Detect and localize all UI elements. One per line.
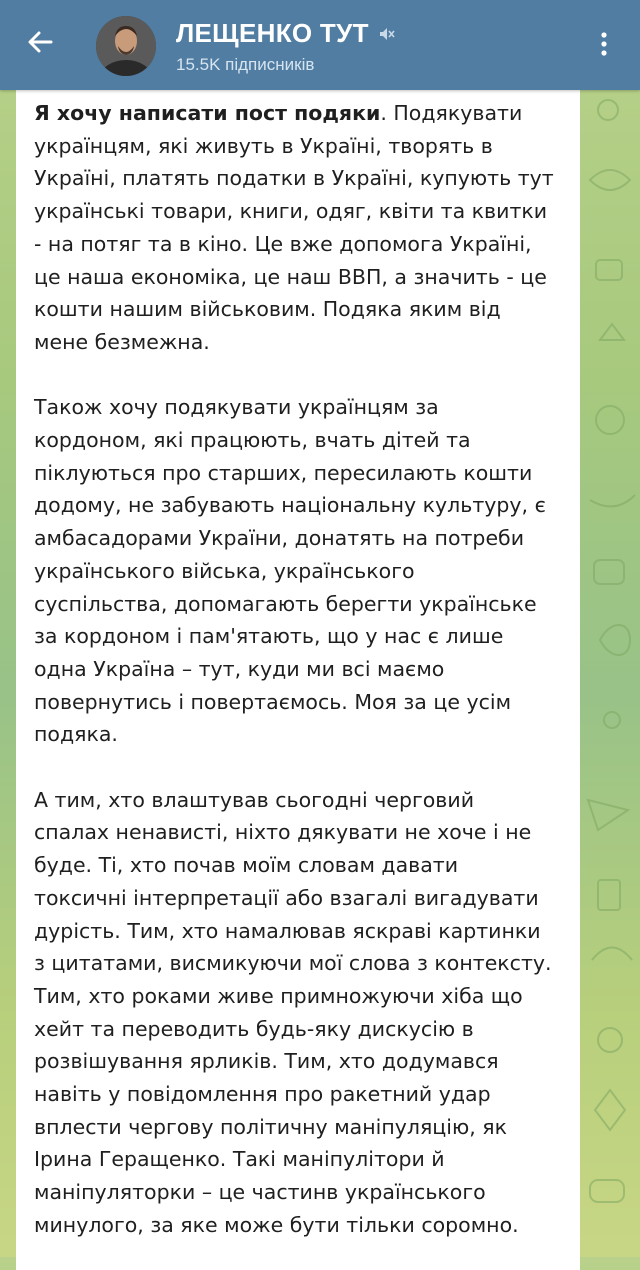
muted-speaker-icon [377, 25, 395, 43]
message-paragraph-2: Також хочу подякувати українцям за кордоном, які працюють, вчать дітей та піклуються про старших, пересилають кошти додому, не забувають національну культуру, є амбасадорами України, донатять на потреби українського війська, українського суспільства, допомагають берегти українське за кордоном і пам'ятають, що у нас є лише одна Україна – тут, куди ми всі маємо повернутись і повертаємось. Моя за це усім подяка. [34, 395, 546, 747]
message-paragraph-1 [34, 97, 554, 359]
header-title-area[interactable] [176, 18, 395, 75]
message-text [34, 90, 554, 1242]
avatar-portrait [96, 16, 156, 76]
message-paragraph-3: А тим, хто влаштував сьогодні черговий спалах ненависті, ніхто дякувати не хоче і не буде. Ті, хто почав моїм словам давати токсичні інтерпретації або взагалі вигадувати дурість. Тим, хто намалював яскраві картинки з цитатами, висмикуючи мої слова з контексту. Тим, хто роками живе примножуючи хіба що хейт та переводить будь-яку дискусію в розвішування ярликів. Тим, хто додумався навіть у повідомлення про ракетний удар вплести чергову політичну маніпуляцію, як Ірина Геращенко. Такі маніпулітори й маніпуляторки – це частинв українського минулого, за яке може бути тільки соромно. [34, 787, 552, 1237]
subscriber-count: 15.5K підписників [176, 55, 315, 74]
back-button[interactable] [18, 22, 62, 66]
chat-header [0, 0, 640, 90]
channel-avatar[interactable] [96, 16, 156, 76]
vertical-dots-icon [600, 31, 608, 62]
menu-button[interactable] [586, 26, 622, 66]
message-lead-bold: Я хочу написати пост подяки [34, 101, 381, 125]
message-paragraph-1-text: . Подякувати українцям, які живуть в Україні, творять в Україні, платять податки в Україні, купують тут українські товари, книги, одяг, квіти та квитки - на потяг та в кіно. Це вже допомога Україні, це наша економіка, це наш ВВП, а значить - це кошти нашим військовим. Подяка яким від мене безмежна. [34, 101, 554, 354]
arrow-left-icon [25, 27, 55, 62]
channel-title: ЛЕЩЕНКО ТУТ [176, 18, 369, 48]
message-bubble[interactable] [16, 90, 580, 1270]
